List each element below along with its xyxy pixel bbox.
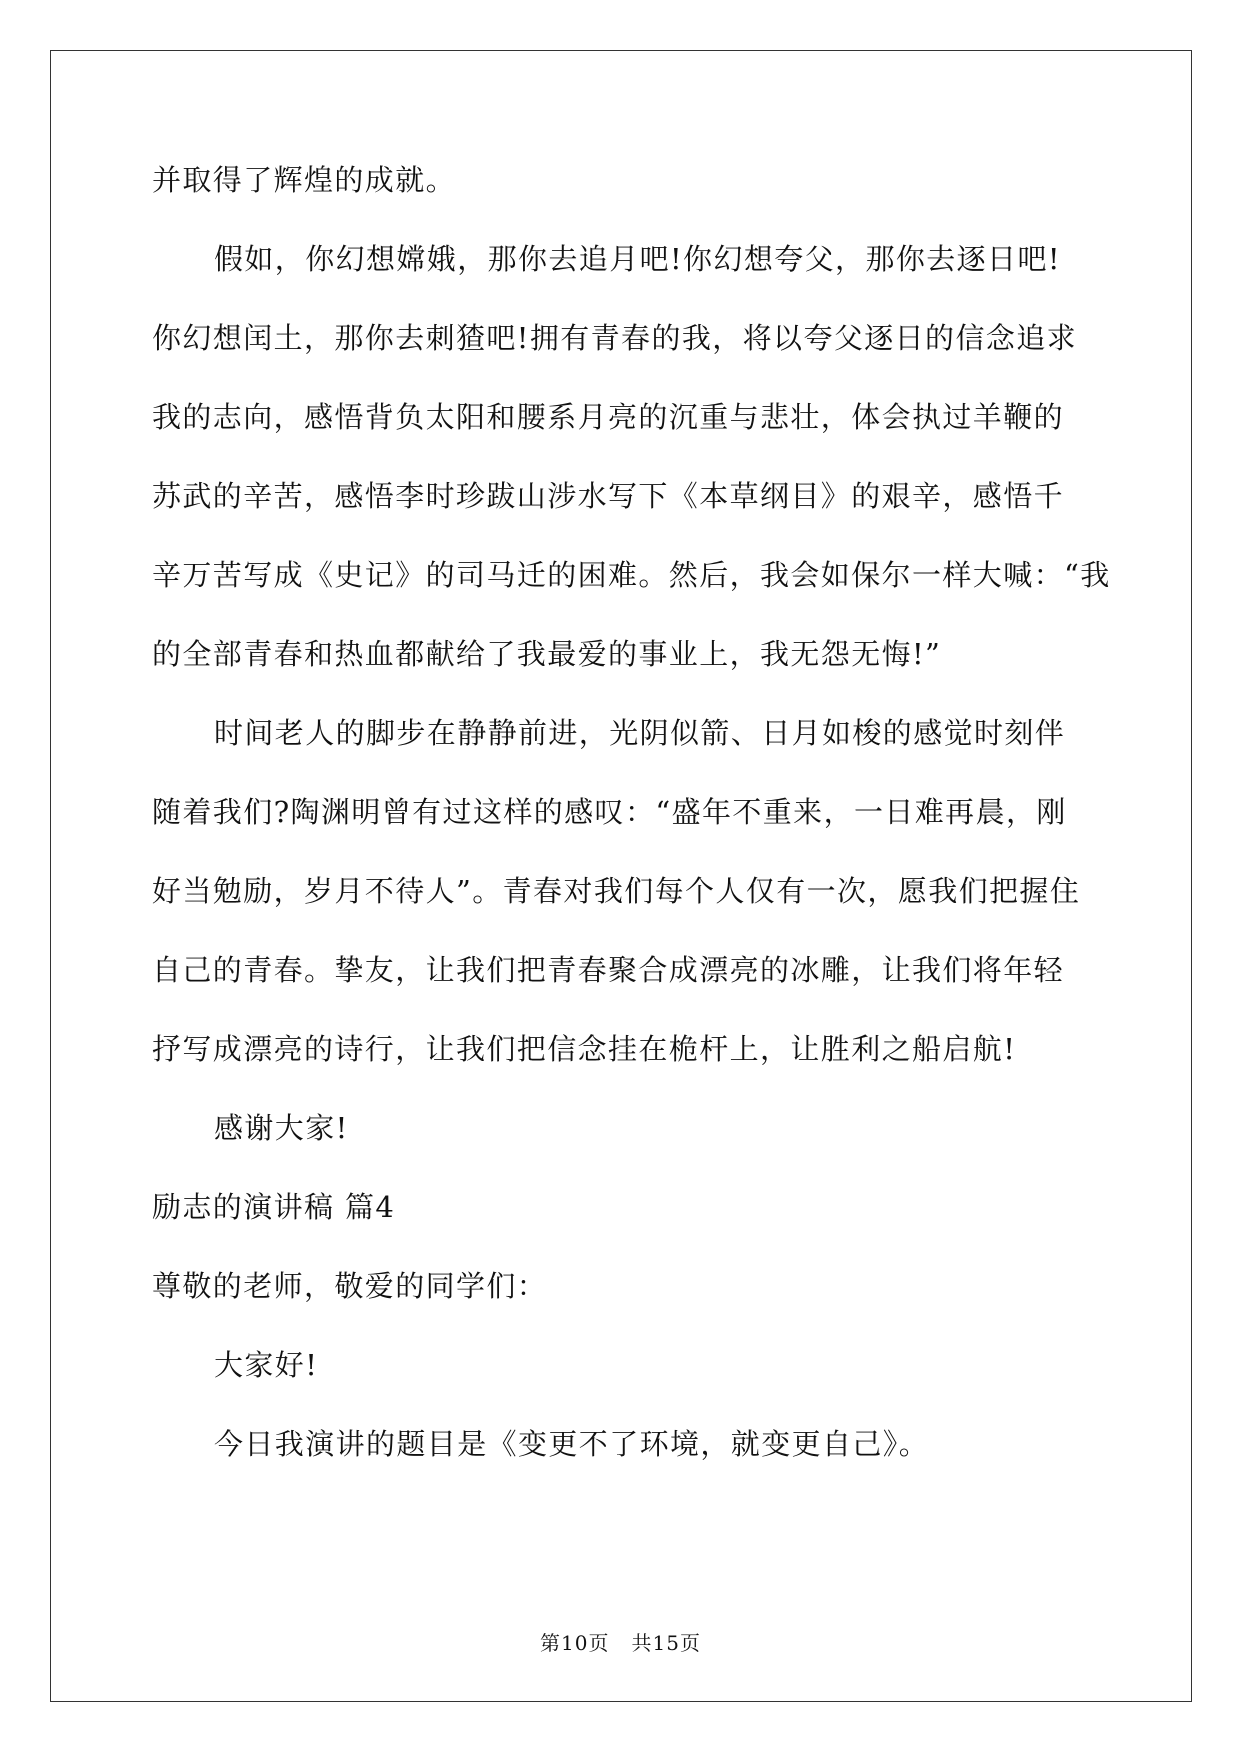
text-line: 的全部青春和热血都献给了我最爱的事业上，我无怨无悔!”: [152, 637, 942, 671]
text-line: 并取得了辉煌的成就。: [152, 163, 457, 197]
page-footer: [0, 1627, 1241, 1656]
page-number: 第10页: [540, 1631, 610, 1655]
text-line: 好当勉励，岁月不待人”。青春对我们每个人仅有一次，愿我们把握住: [152, 874, 1081, 908]
text-line: 自己的青春。挚友，让我们把青春聚合成漂亮的冰雕，让我们将年轻: [152, 953, 1065, 987]
text-line: 假如，你幻想嫦娥，那你去追月吧!你幻想夸父，那你去逐日吧!: [214, 242, 1061, 276]
greeting: 大家好!: [214, 1348, 319, 1382]
text-line: 时间老人的脚步在静静前进，光阴似箭、日月如梭的感觉时刻伴: [214, 716, 1066, 750]
text-line: 我的志向，感悟背负太阳和腰系月亮的沉重与悲壮，体会执过羊鞭的: [152, 400, 1065, 434]
text-line: 感谢大家!: [214, 1111, 349, 1145]
page-total: 共15页: [631, 1631, 701, 1655]
text-line: 苏武的辛苦，感悟李时珍跋山涉水写下《本草纲目》的艰辛，感悟千: [152, 479, 1065, 513]
text-line: 今日我演讲的题目是《变更不了环境，就变更自己》。: [214, 1427, 930, 1461]
text-line: 随着我们?陶渊明曾有过这样的感叹：“盛年不重来，一日难再晨，刚: [152, 795, 1067, 829]
salutation: 尊敬的老师，敬爱的同学们：: [152, 1269, 548, 1303]
text-line: 抒写成漂亮的诗行，让我们把信念挂在桅杆上，让胜利之船启航!: [152, 1032, 1017, 1066]
text-line: 你幻想闰土，那你去刺猹吧!拥有青春的我，将以夸父逐日的信念追求: [152, 321, 1078, 355]
section-heading: 励志的演讲稿 篇4: [152, 1190, 396, 1224]
document-body: [152, 160, 1111, 1464]
text-line: 辛万苦写成《史记》的司马迁的困难。然后，我会如保尔一样大喊：“我: [152, 558, 1111, 592]
